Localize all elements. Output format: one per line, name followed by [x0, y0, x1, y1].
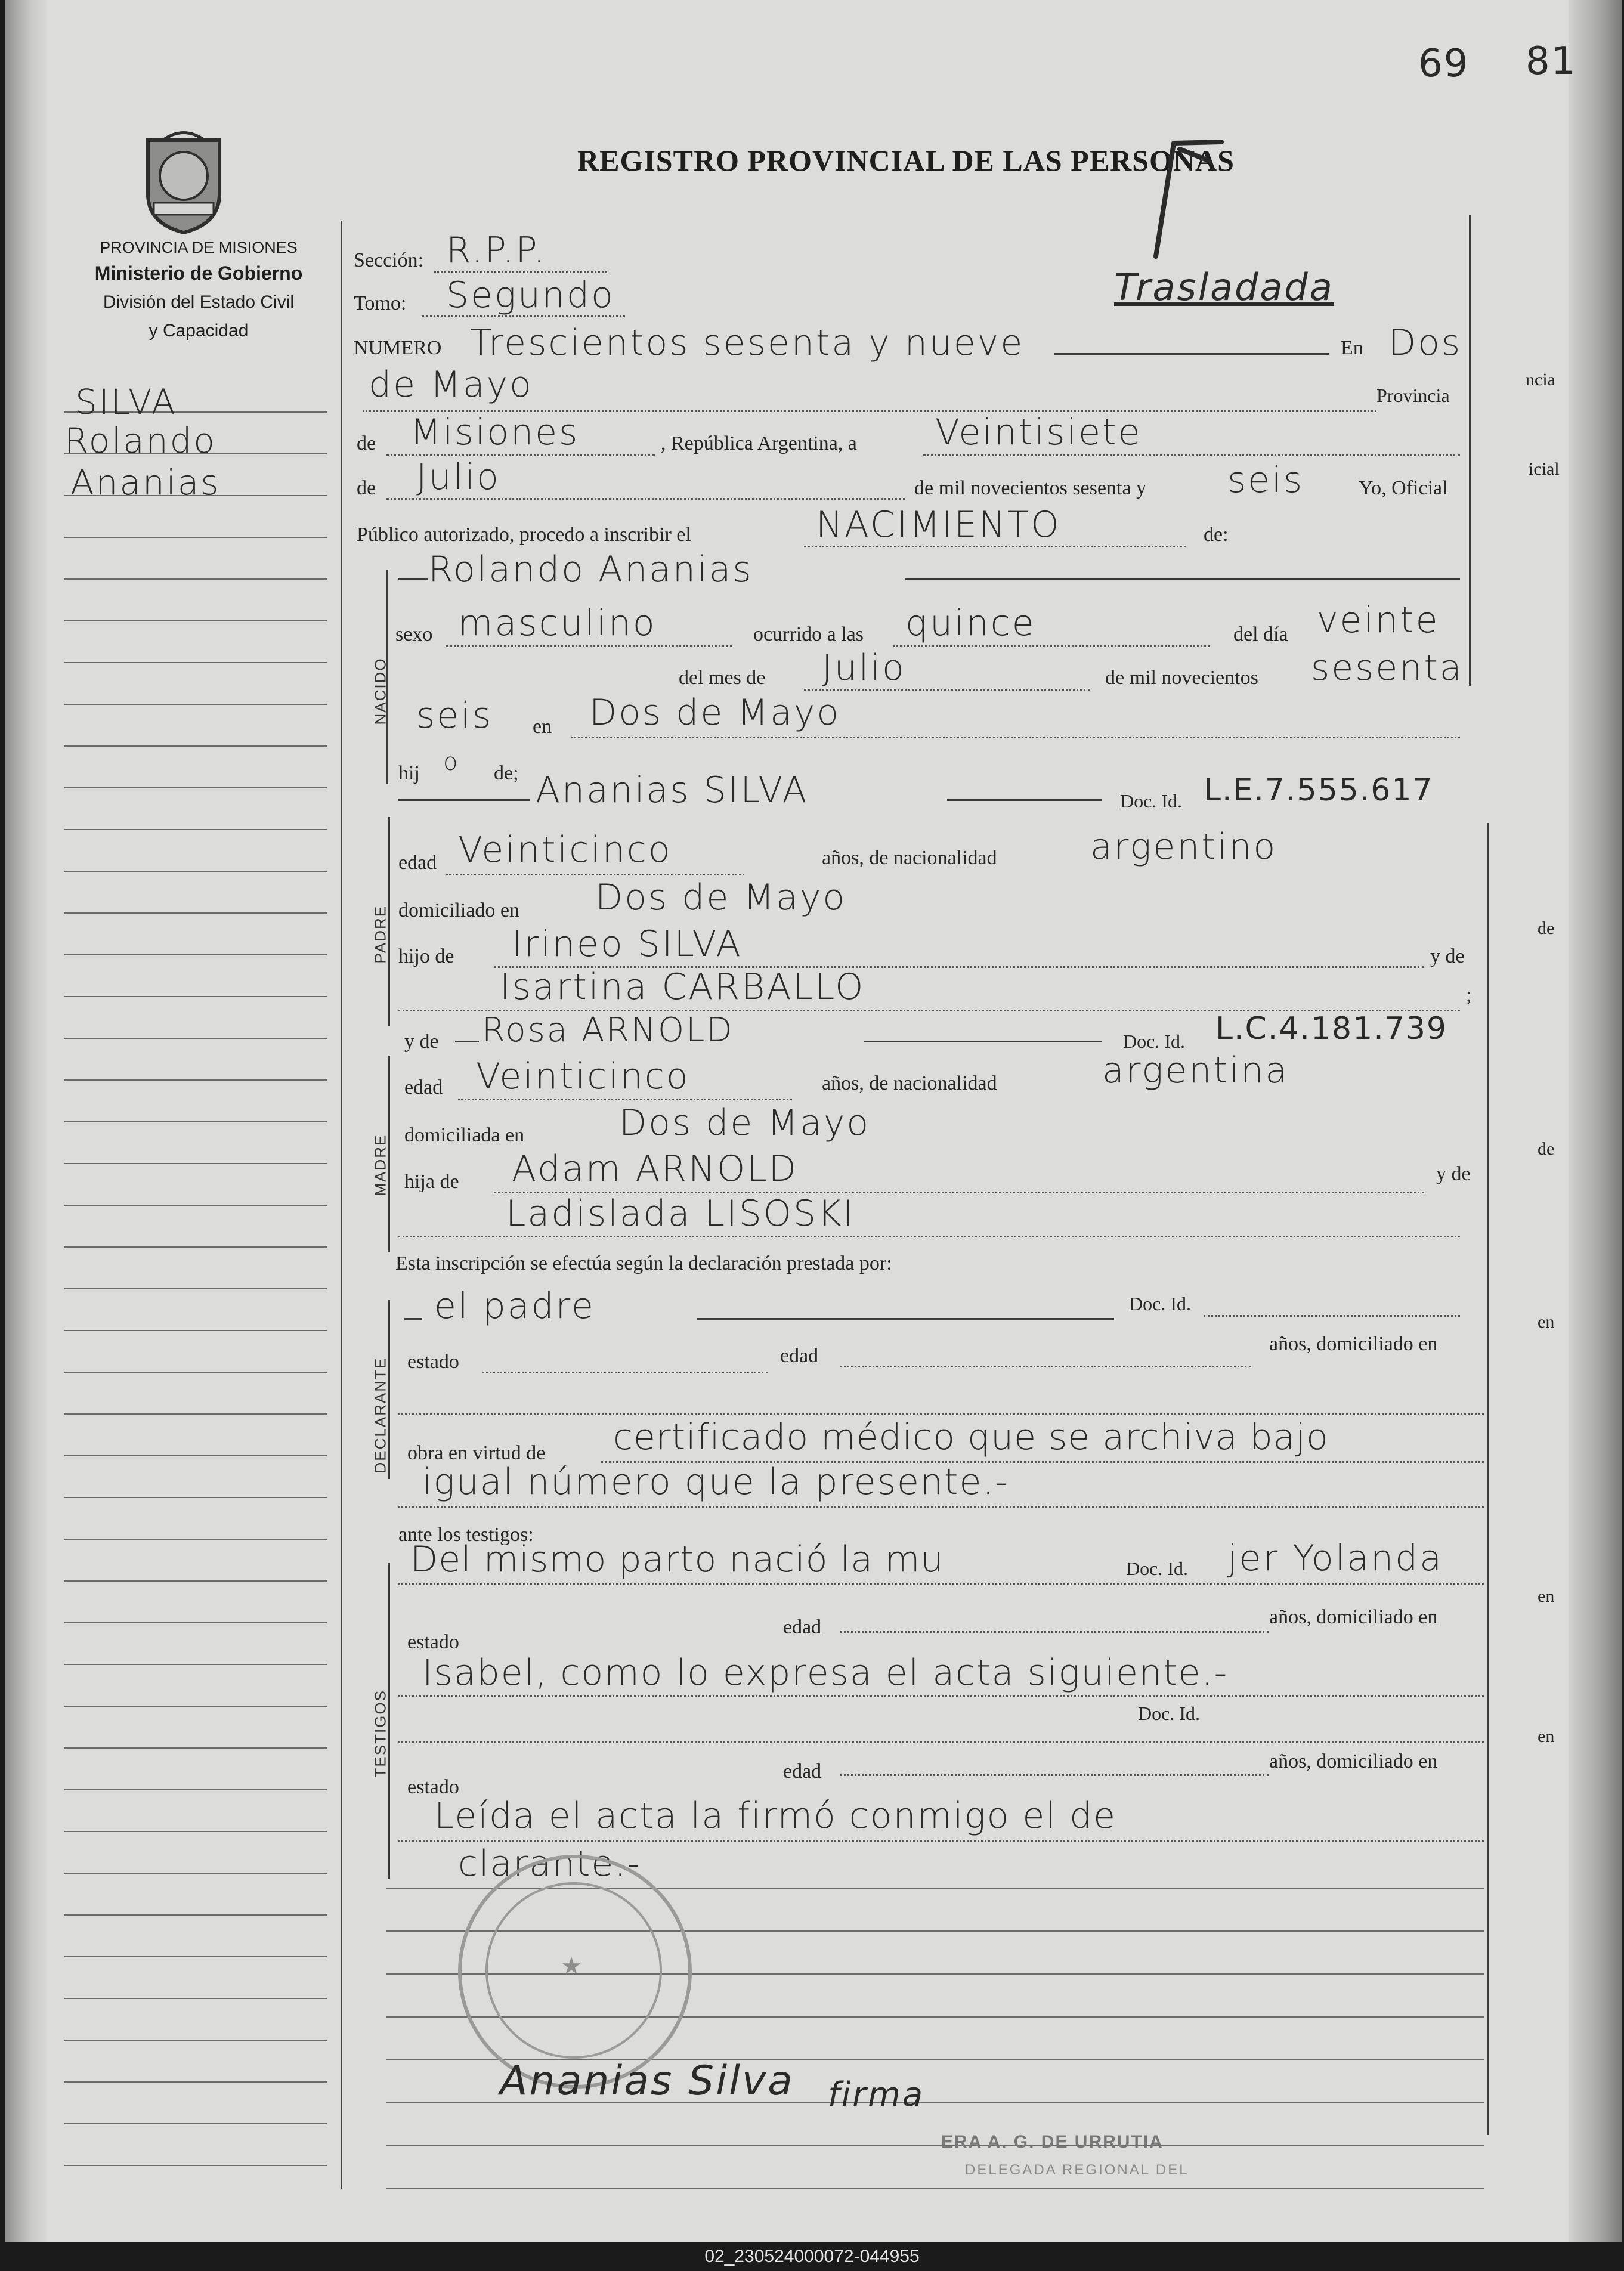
right-fragment-1: ncia — [1526, 370, 1555, 389]
sidebar-ruled-line — [64, 2123, 327, 2124]
declarante-estado-dotted-line — [482, 1372, 768, 1373]
sidebar-ruled-line — [64, 1873, 327, 1874]
sidebar-ruled-line — [64, 620, 327, 621]
register-page — [5, 0, 1622, 2242]
right-fragment-5: en — [1538, 1312, 1555, 1332]
padre-y-de-label: y de — [1430, 945, 1465, 967]
republica-label: , República Argentina, a — [661, 432, 857, 454]
sidebar-ruled-line — [64, 1079, 327, 1081]
padre-section-label: PADRE — [371, 905, 389, 964]
sidebar-ruled-line — [64, 1664, 327, 1665]
right-fragment-2: icial — [1529, 459, 1560, 479]
declarante-name: el padre — [434, 1285, 595, 1327]
padre-nacionalidad: argentino — [1090, 826, 1277, 868]
sidebar-surname: SILVA — [75, 382, 177, 422]
dia-value: veinte — [1317, 599, 1440, 641]
tomo-label: Tomo: — [354, 292, 407, 314]
sidebar-ruled-line — [64, 1622, 327, 1623]
sexo-label: sexo — [395, 623, 433, 645]
sidebar-second-name: Ananias — [70, 462, 221, 503]
padre-dom-label: domiciliado en — [398, 899, 520, 921]
madre-hija-de-label: hija de — [404, 1171, 459, 1193]
right-fragment-4: de — [1538, 1139, 1555, 1159]
nacido-name: Rolando Ananias — [428, 549, 753, 590]
right-fragment-3: de — [1538, 918, 1555, 938]
testigos-intro: ante los testigos: — [398, 1524, 534, 1546]
testigos-edad-label-2: edad — [783, 1761, 822, 1783]
svg-text:★: ★ — [561, 1953, 582, 1980]
sidebar-ruled-line — [64, 1413, 327, 1415]
month-dotted-line — [386, 498, 905, 500]
padre-semicolon: ; — [1466, 984, 1472, 1006]
testigos-note-3b: clarante.- — [458, 1843, 642, 1885]
nacido-lugar: Dos de Mayo — [589, 692, 841, 734]
sidebar-ruled-line — [64, 1330, 327, 1331]
padre-name: Ananias SILVA — [536, 769, 809, 811]
sidebar-ruled-line — [64, 745, 327, 747]
place-value-b: de Mayo — [369, 364, 533, 406]
testigos-anios-label-2: años, domiciliado en — [1269, 1750, 1438, 1772]
org-line-3: División del Estado Civil — [103, 292, 295, 312]
padre-name-fill-line — [947, 799, 1102, 801]
lower-ruled-line — [386, 2145, 1484, 2146]
sidebar-ruled-line — [64, 954, 327, 955]
sidebar-ruled-line — [64, 1831, 327, 1832]
main-frame-right-border-lower — [1487, 823, 1489, 2135]
padre-doc-value: L.E.7.555.617 — [1204, 772, 1434, 808]
sidebar-ruled-line — [64, 1372, 327, 1373]
sexo-dotted-line — [446, 645, 732, 647]
tomo-value: Segundo — [446, 274, 615, 316]
testigos-doc-label: Doc. Id. — [1126, 1558, 1188, 1579]
oficial-label: Yo, Oficial — [1359, 477, 1448, 499]
acto-value: NACIMIENTO — [816, 504, 1061, 546]
testigos-note-3: Leída el acta la firmó conmigo el de — [434, 1795, 1117, 1837]
padre-padre-de: Irineo SILVA — [512, 923, 743, 965]
sidebar-ruled-line — [64, 1747, 327, 1749]
testigos-estado-label-2: estado — [407, 1776, 459, 1798]
signature-oficial: firma — [828, 2075, 925, 2114]
lower-ruled-line — [386, 2188, 1484, 2189]
nacido-en-label: en — [533, 716, 552, 738]
seccion-dotted-line — [434, 271, 607, 273]
seccion-value: R.P.P. — [446, 230, 547, 271]
padre-domicilio: Dos de Mayo — [595, 877, 847, 918]
page-title: REGISTRO PROVINCIAL DE LAS PERSONAS — [577, 144, 1235, 177]
book-binding — [5, 0, 47, 2242]
testigos-anios-label: años, domiciliado en — [1269, 1606, 1438, 1628]
page-number-right: 81 — [1526, 39, 1577, 83]
sidebar-ruled-line — [64, 1706, 327, 1707]
sidebar-ruled-line — [64, 1539, 327, 1540]
day-dotted-line — [923, 454, 1460, 456]
hijo-label: hij — [398, 762, 420, 784]
dia-label: del día — [1233, 623, 1288, 645]
padre-madre-de: Isartina CARBALLO — [500, 966, 865, 1008]
padre-edad-dotted-line — [446, 874, 744, 875]
nacido-dash — [398, 578, 428, 580]
org-line-4: y Capacidad — [149, 321, 249, 341]
testigos-section-label: TESTIGOS — [371, 1690, 389, 1778]
madre-nacionalidad: argentina — [1102, 1050, 1289, 1091]
declarante-estado-label: estado — [407, 1351, 459, 1373]
obra-dotted-line-2 — [398, 1506, 1484, 1508]
seccion-label: Sección: — [354, 249, 424, 271]
org-line-2: Ministerio de Gobierno — [94, 262, 303, 284]
declarante-doc-label: Doc. Id. — [1129, 1293, 1191, 1314]
sidebar-ruled-line — [64, 1246, 327, 1248]
signature-declarante: Ananias Silva — [500, 2057, 794, 2105]
testigos-note-2: Isabel, como lo expresa el acta siguiente.- — [422, 1652, 1229, 1694]
de-colon-label: de: — [1204, 524, 1229, 546]
sidebar-ruled-line — [64, 829, 327, 830]
sidebar-ruled-line — [64, 1163, 327, 1164]
trasladada-annotation: Trasladada — [1114, 265, 1334, 309]
place-value-a: Dos — [1388, 322, 1462, 364]
main-frame-left-border — [341, 221, 342, 2189]
declarante-domicilio-dotted-line — [398, 1413, 1484, 1415]
nacido-name-fill-line — [905, 578, 1460, 580]
madre-madre-de: Ladislada LISOSKI — [506, 1193, 856, 1234]
sidebar-ruled-line — [64, 662, 327, 663]
madre-section-label: MADRE — [371, 1134, 389, 1196]
sidebar-first-name: Rolando — [64, 420, 216, 461]
sidebar-ruled-line — [64, 996, 327, 997]
madre-nac-label: años, de nacionalidad — [822, 1072, 997, 1094]
madre-name-fill-line — [864, 1041, 1102, 1042]
tomo-dotted-line — [422, 315, 625, 317]
obra-value-2: igual número que la presente.- — [422, 1461, 1010, 1503]
de-label-2: de — [357, 477, 376, 499]
testigos-dotted-line-3 — [398, 1741, 1484, 1743]
madre-name: Rosa ARNOLD — [482, 1011, 734, 1050]
madre-edad-value: Veinticinco — [476, 1056, 690, 1097]
image-id-caption: 02_230524000072-044955 — [0, 2242, 1624, 2271]
declarante-name-fill-line — [697, 1318, 1114, 1320]
padre-edad-value: Veinticinco — [458, 829, 672, 871]
sidebar-ruled-line — [64, 578, 327, 580]
madre-domicilio: Dos de Mayo — [619, 1102, 871, 1144]
padre-edad-label: edad — [398, 852, 437, 874]
page-number-left: 69 — [1418, 42, 1470, 86]
sidebar-ruled-line — [64, 1497, 327, 1498]
sidebar-ruled-line — [64, 787, 327, 788]
sidebar-ruled-line — [64, 871, 327, 872]
padre-hijo-de-label: hijo de — [398, 945, 454, 967]
sidebar-ruled-line — [64, 1121, 327, 1122]
hijo-de-label: de; — [494, 762, 519, 784]
year-value: seis — [1227, 459, 1304, 501]
provincial-crest-icon — [136, 128, 231, 236]
madre-padre-de: Adam ARNOLD — [512, 1148, 798, 1190]
nacido-section-label: NACIDO — [371, 657, 389, 725]
main-frame-right-border — [1469, 215, 1471, 686]
padre-nac-label: años, de nacionalidad — [822, 847, 997, 869]
testigos-note-1b: jer Yolanda — [1227, 1537, 1444, 1579]
provincia-label: Provincia — [1376, 385, 1450, 406]
sidebar-ruled-line — [64, 1288, 327, 1289]
sidebar-ruled-line — [64, 2081, 327, 2083]
madre-y-de-label-2: y de — [1436, 1163, 1471, 1185]
month-value: Julio — [416, 456, 500, 498]
declarante-edad-dotted-line — [840, 1366, 1251, 1367]
testigos-edad-label: edad — [783, 1616, 822, 1638]
madre-edad-label: edad — [404, 1076, 443, 1099]
sidebar-ruled-line — [64, 704, 327, 705]
anio-value-b: seis — [416, 695, 493, 737]
hijo-suffix: o — [443, 748, 460, 776]
sidebar-ruled-line — [64, 1956, 327, 1957]
declarante-anios-label: años, domiciliado en — [1269, 1333, 1438, 1355]
acto-dotted-line — [804, 546, 1186, 547]
right-fragment-6: en — [1538, 1586, 1555, 1606]
obra-label: obra en virtud de — [407, 1442, 546, 1464]
obra-value-1: certificado médico que se archiva bajo — [613, 1416, 1329, 1458]
testigos-estado-label: estado — [407, 1631, 459, 1653]
en-label: En — [1341, 337, 1363, 359]
madre-madre-dotted-line — [398, 1236, 1460, 1237]
declarante-doc-dotted-line — [1204, 1315, 1460, 1317]
sidebar-ruled-line — [64, 1998, 327, 1999]
publico-label: Público autorizado, procedo a inscribir el — [357, 524, 691, 546]
stamp-line-1: ERA A. G. DE URRUTIA — [941, 2132, 1164, 2152]
sidebar-ruled-line — [64, 1580, 327, 1582]
sidebar-ruled-line — [64, 1205, 327, 1206]
numero-value: Trescientos sesenta y nueve — [470, 322, 1025, 364]
anio-label: de mil novecientos — [1105, 667, 1258, 689]
pen-stroke-mark — [1138, 137, 1233, 274]
padre-doc-label: Doc. Id. — [1120, 790, 1182, 812]
sidebar-ruled-line — [64, 1914, 327, 1916]
numero-label: NUMERO — [354, 337, 442, 359]
numero-fill-line — [1054, 353, 1329, 355]
sidebar-ruled-line — [64, 1789, 327, 1790]
provincia-value: Misiones — [410, 411, 580, 453]
madre-edad-dotted-line — [458, 1099, 792, 1100]
testigos-dotted-line-4 — [398, 1840, 1484, 1842]
stamp-line-2: DELEGADA REGIONAL DEL — [965, 2162, 1189, 2178]
sidebar-ruled-line — [64, 537, 327, 538]
declarante-intro: Esta inscripción se efectúa según la declaración prestada por: — [395, 1252, 892, 1274]
right-fragment-7: en — [1538, 1727, 1555, 1746]
testigos-edad-dotted-line-2 — [840, 1774, 1269, 1776]
sidebar-ruled-line — [64, 2040, 327, 2041]
testigos-dotted-line-2 — [398, 1695, 1484, 1697]
hora-dotted-line — [893, 645, 1210, 647]
declarante-section-label: DECLARANTE — [371, 1357, 389, 1474]
anio-value-a: sesenta — [1311, 647, 1464, 689]
hora-label: ocurrido a las — [753, 623, 864, 645]
hora-value: quince — [905, 602, 1036, 644]
testigos-dotted-line-1 — [398, 1583, 1484, 1585]
sexo-value: masculino — [458, 602, 657, 644]
testigos-edad-dotted-line — [840, 1631, 1269, 1633]
sidebar-ruled-line — [64, 2165, 327, 2166]
madre-dom-label: domiciliada en — [404, 1124, 525, 1146]
testigos-doc-label-2: Doc. Id. — [1138, 1703, 1200, 1724]
sidebar-ruled-line — [64, 1038, 327, 1039]
madre-y-de-label: y de — [404, 1031, 439, 1053]
mes-value: Julio — [822, 647, 906, 689]
lugar-dotted-line — [571, 737, 1460, 738]
madre-dash — [455, 1041, 479, 1042]
declarante-dash — [404, 1318, 422, 1320]
madre-doc-value: L.C.4.181.739 — [1215, 1011, 1447, 1047]
padre-dash — [398, 799, 530, 801]
day-value: Veintisiete — [935, 411, 1142, 453]
sidebar-ruled-line — [64, 1455, 327, 1456]
declarante-edad-label: edad — [780, 1345, 819, 1367]
mes-label: del mes de — [679, 667, 766, 689]
sidebar-ruled-line — [64, 912, 327, 914]
testigos-note-1: Del mismo parto nació la mu — [410, 1539, 944, 1580]
next-page-edge — [1569, 0, 1622, 2242]
mes-dotted-line — [804, 689, 1090, 691]
year-label: de mil novecientos sesenta y — [914, 477, 1147, 499]
de-label-1: de — [357, 432, 376, 454]
madre-doc-label: Doc. Id. — [1123, 1031, 1185, 1052]
org-line-1: PROVINCIA DE MISIONES — [100, 239, 298, 256]
official-seal-stamp — [458, 1855, 692, 2089]
